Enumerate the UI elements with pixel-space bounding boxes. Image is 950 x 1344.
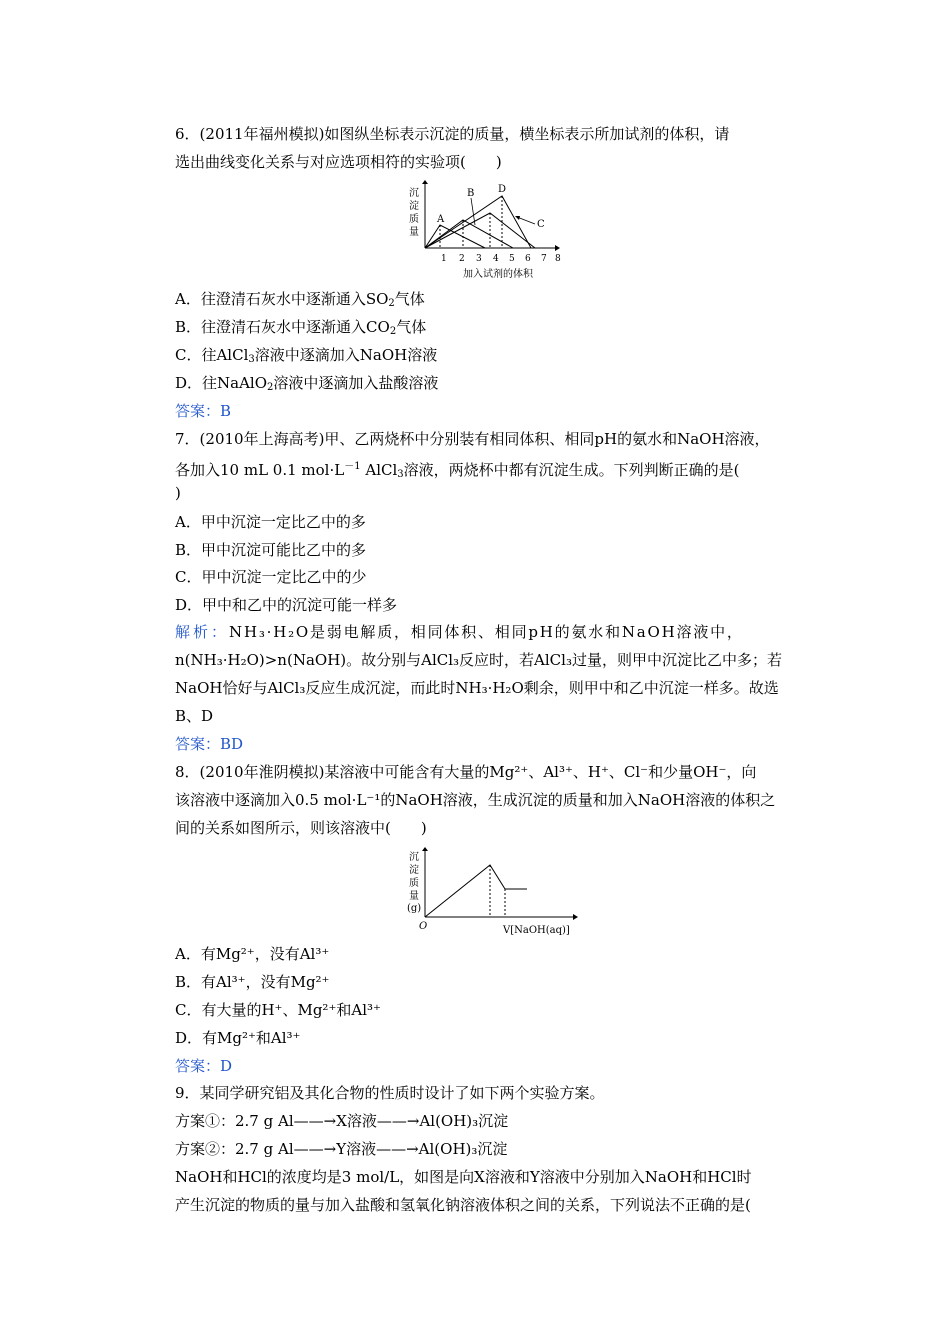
q8-xlabel: V[NaOH(aq)] [503, 925, 570, 936]
q7-stem-line1: 7．(2010年上海高考)甲、乙两烧杯中分别装有相同体积、相同pH的氨水和NaOH溶液， [175, 430, 770, 448]
q6-ylabel-2: 淀 [409, 201, 419, 212]
q6-tick-1: 1 [441, 254, 447, 264]
q8-x-arrow [573, 914, 578, 920]
q8-y-arrow [422, 847, 428, 851]
q8-yunit: (g) [407, 903, 422, 914]
q6-option-B: B．往澄清石灰水中逐渐通入$CO_2$气体 [175, 318, 427, 337]
q7-stem-line3: ) [175, 484, 181, 502]
q9-stem-line5: 产生沉淀的物质的量与加入盐酸和氢氧化钠溶液体积之间的关系，下列说法不正确的是( [175, 1196, 751, 1214]
q8-chart [405, 847, 580, 937]
q8-stem-line2: 该溶液中逐滴加入0.5 mol·L⁻¹的NaOH溶液，生成沉淀的质量和加入NaOH溶液的体积之 [175, 791, 776, 809]
q8-option-D: D．有Mg²⁺和Al³⁺ [175, 1029, 301, 1047]
q7-option-A: A．甲中沉淀一定比乙中的多 [175, 513, 366, 531]
q8-ylabel-1: 沉 [409, 852, 419, 863]
q6-stem-line2: 选出曲线变化关系与对应选项相符的实验项( ) [175, 153, 502, 171]
q6-answer: 答案：B [175, 402, 232, 420]
q6-tick-7: 7 [541, 254, 547, 264]
q6-ylabel-4: 量 [409, 227, 419, 238]
q6-option-C: C．往AlCl$_3$溶液中逐滴加入NaOH溶液 [175, 346, 438, 365]
q7-answer: 答案：BD [175, 735, 244, 753]
q9-scheme2: 方案②：2.7 g Al——→Y溶液——→Al(OH)₃沉淀 [175, 1140, 508, 1158]
q6-ylabel-1: 沉 [409, 188, 419, 199]
q6-curve-A [425, 225, 485, 248]
q7-explanation-line1: 解析：NH₃·H₂O是弱电解质，相同体积、相同pH的氨水和NaOH溶液中， [175, 623, 744, 641]
q8-answer: 答案：D [175, 1057, 233, 1075]
q7-stem-line2: 各加入10 mL 0.1 $mol\cdot L^{-1}$ AlCl$_3$溶液，两烧杯中都有沉淀生成。下列判断正确的是( [175, 461, 740, 480]
q6-label-B: B [467, 188, 475, 199]
q8-stem-line1: 8．(2010年淮阴模拟)某溶液中可能含有大量的Mg²⁺、Al³⁺、H⁺、Cl⁻和少量OH⁻，向 [175, 763, 757, 781]
q8-ylabel-2: 淀 [409, 865, 419, 876]
q6-pointer-C-head [515, 216, 520, 220]
q8-origin: O [419, 921, 428, 932]
q6-x-arrow [555, 245, 560, 251]
q6-pointer-B [471, 198, 475, 225]
q6-chart [405, 180, 560, 282]
q6-ylabel-3: 质 [409, 214, 419, 225]
q8-option-C: C．有大量的H⁺、Mg²⁺和Al³⁺ [175, 1001, 381, 1019]
q6-tick-5: 5 [509, 254, 515, 264]
q8-stem-line3: 间的关系如图所示，则该溶液中( ) [175, 819, 427, 837]
q7-explanation-line3: NaOH恰好与AlCl₃反应生成沉淀，而此时NH₃·H₂O剩余，则甲中和乙中沉淀一样多。故选 [175, 679, 779, 697]
q8-ylabel-4: 量 [409, 891, 419, 902]
q6-xlabel: 加入试剂的体积 [463, 269, 533, 280]
q6-tick-6: 6 [525, 254, 531, 264]
q8-curve [425, 865, 527, 917]
q7-explanation-line4: B、D [175, 707, 214, 725]
q6-tick-8: 8 [555, 254, 561, 264]
q9-scheme1: 方案①：2.7 g Al——→X溶液——→Al(OH)₃沉淀 [175, 1112, 509, 1130]
q6-tick-3: 3 [476, 254, 482, 264]
q7-option-B: B．甲中沉淀可能比乙中的多 [175, 541, 367, 559]
q6-label-A: A [437, 214, 445, 225]
q8-ylabel-3: 质 [409, 878, 419, 889]
q6-option-A: A．往澄清石灰水中逐渐通入$SO_2$气体 [175, 290, 425, 309]
q6-tick-4: 4 [493, 254, 499, 264]
q6-pointer-C [517, 217, 535, 224]
q7-explanation-line2: n(NH₃·H₂O)>n(NaOH)。故分别与AlCl₃反应时，若AlCl₃过量，则甲中沉淀比乙中多；若 [175, 651, 782, 669]
q6-label-C: C [537, 219, 545, 230]
q7-option-C: C．甲中沉淀一定比乙中的少 [175, 568, 367, 586]
q8-option-B: B．有Al³⁺，没有Mg²⁺ [175, 973, 330, 991]
q9-stem-line4: NaOH和HCl的浓度均是3 mol/L，如图是向X溶液和Y溶液中分别加入NaOH和HCl时 [175, 1168, 752, 1186]
q7-option-D: D．甲中和乙中的沉淀可能一样多 [175, 596, 398, 614]
q8-option-A: A．有Mg²⁺，没有Al³⁺ [175, 945, 330, 963]
q9-stem-line1: 9．某同学研究铝及其化合物的性质时设计了如下两个实验方案。 [175, 1084, 605, 1102]
q6-label-D: D [498, 184, 507, 195]
q6-tick-2: 2 [459, 254, 465, 264]
q6-stem-line1: 6．(2011年福州模拟)如图纵坐标表示沉淀的质量，横坐标表示所加试剂的体积，请 [175, 125, 730, 143]
q6-y-arrow [422, 180, 428, 184]
q7-explanation-label: 解析： [175, 623, 230, 641]
q6-option-D: D．往NaAlO$_2$溶液中逐滴加入盐酸溶液 [175, 374, 439, 393]
